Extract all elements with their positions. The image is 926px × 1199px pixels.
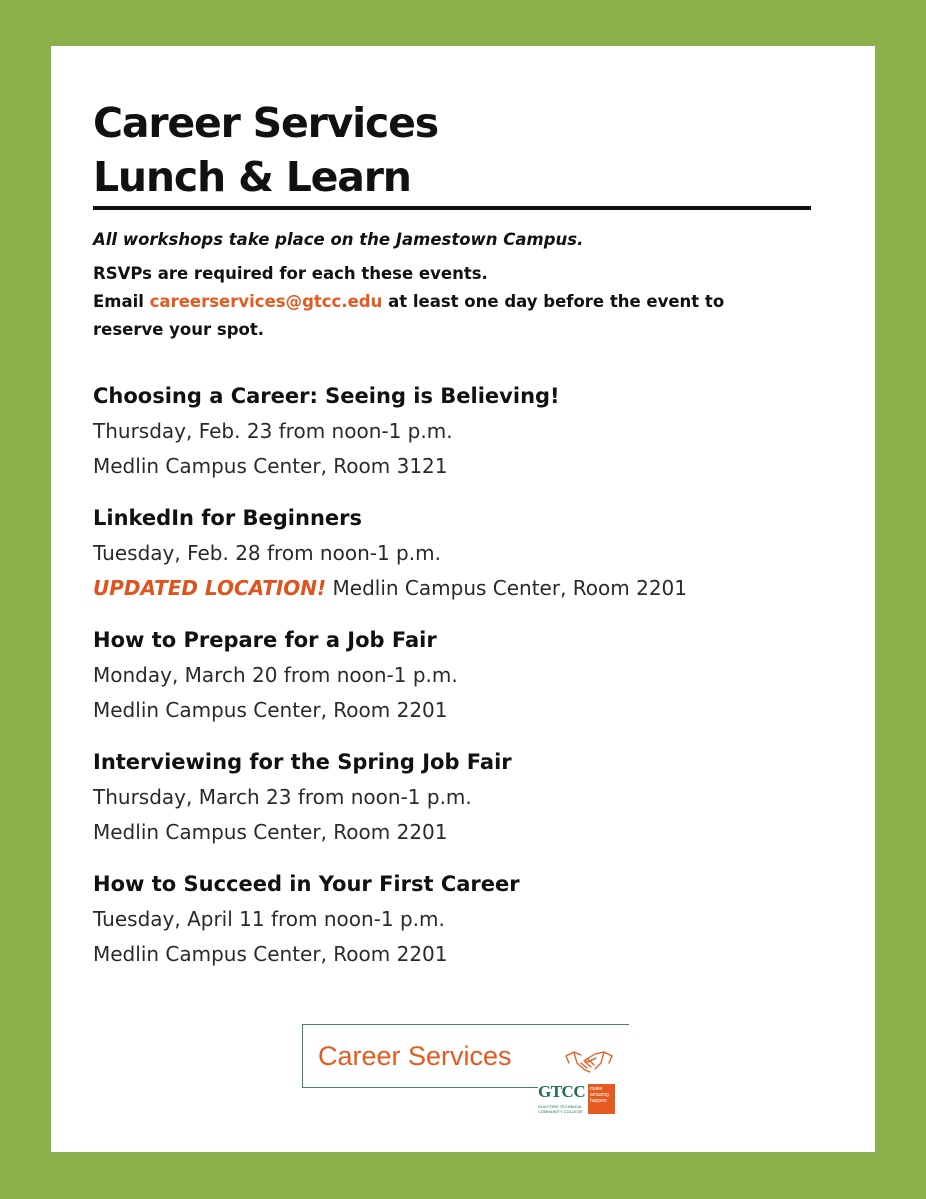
email-prefix: Email [93, 292, 150, 311]
event-title: Choosing a Career: Seeing is Believing! [93, 384, 560, 408]
updated-location-label: UPDATED LOCATION! [93, 576, 327, 600]
rsvp-required-text: RSVPs are required for each these events. [93, 264, 488, 283]
logo-text: Career Services [318, 1041, 512, 1071]
event-title: How to Succeed in Your First Career [93, 872, 520, 896]
title-line-2: Lunch & Learn [93, 153, 411, 201]
career-services-logo [302, 1024, 632, 1124]
event-item [93, 866, 833, 972]
tagline-word: amazing [590, 1092, 609, 1098]
event-location: Medlin Campus Center, Room 3121 [93, 454, 448, 478]
event-time: Tuesday, Feb. 28 from noon-1 p.m. [93, 541, 441, 565]
event-item [93, 622, 833, 728]
event-location: Medlin Campus Center, Room 2201 [332, 576, 688, 600]
event-location: Medlin Campus Center, Room 2201 [93, 942, 448, 966]
gtcc-letters: GTCC [538, 1082, 586, 1101]
title-divider [93, 206, 811, 210]
event-location: Medlin Campus Center, Room 2201 [93, 820, 448, 844]
event-title: How to Prepare for a Job Fair [93, 628, 437, 652]
event-time: Thursday, March 23 from noon-1 p.m. [93, 785, 472, 809]
event-item [93, 378, 833, 484]
page-title [93, 96, 438, 204]
tagline-word: happen [590, 1098, 607, 1104]
logo-frame-top [302, 1024, 629, 1025]
gtcc-college-name: GUILFORD TECHNICAL COMMUNITY COLLEGE [538, 1104, 583, 1114]
rsvp-note [93, 260, 823, 344]
flyer-card [51, 46, 875, 1152]
gtcc-logo [538, 1080, 618, 1120]
event-location: Medlin Campus Center, Room 2201 [93, 698, 448, 722]
handshake-icon [565, 1048, 613, 1074]
rsvp-email-line [93, 288, 823, 316]
logo-frame-left [302, 1024, 303, 1088]
events-list [93, 378, 833, 988]
email-suffix: at least one day before the event to [382, 292, 725, 311]
event-title: LinkedIn for Beginners [93, 506, 362, 530]
campus-note: All workshops take place on the Jamestown Campus. [93, 230, 584, 249]
rsvp-email-line-2: reserve your spot. [93, 320, 265, 339]
event-item [93, 500, 833, 606]
logo-frame-bottom [302, 1087, 538, 1088]
tagline-word: make [590, 1086, 603, 1092]
event-time: Monday, March 20 from noon-1 p.m. [93, 663, 458, 687]
event-time: Tuesday, April 11 from noon-1 p.m. [93, 907, 445, 931]
event-item [93, 744, 833, 850]
tagline-box [588, 1084, 615, 1114]
email-link[interactable]: careerservices@gtcc.edu [149, 292, 383, 311]
event-title: Interviewing for the Spring Job Fair [93, 750, 512, 774]
title-line-1: Career Services [93, 99, 438, 147]
event-location-line [93, 571, 833, 606]
event-time: Thursday, Feb. 23 from noon-1 p.m. [93, 419, 453, 443]
